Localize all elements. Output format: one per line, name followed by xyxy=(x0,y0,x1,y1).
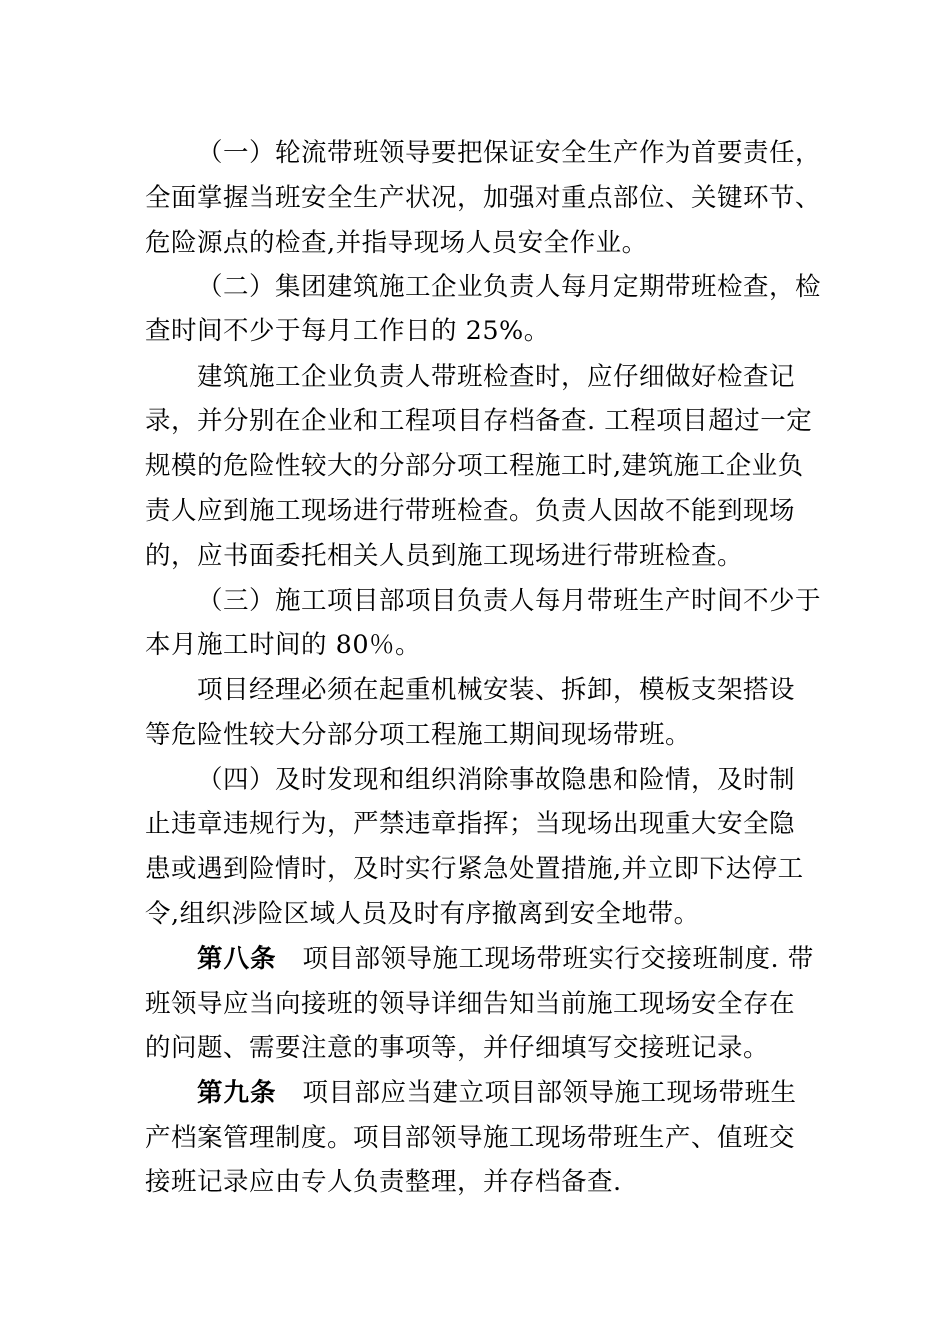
text-line: 规模的危险性较大的分部分项工程施工时,建筑施工企业负 xyxy=(145,451,804,481)
article-9-line xyxy=(197,1076,810,1110)
text-line: 等危险性较大分部分项工程施工期间现场带班。 xyxy=(145,720,692,750)
text-line: 本月施工时间的 80％。 xyxy=(145,630,422,660)
text-line: 查时间不少于每月工作日的 25%。 xyxy=(145,316,550,346)
text-line: （三）施工项目部项目负责人每月带班生产时间不少于 xyxy=(197,586,822,616)
text-line: 录，并分别在企业和工程项目存档备查. 工程项目超过一定 xyxy=(145,406,813,436)
text-line: 班领导应当向接班的领导详细告知当前施工现场安全存在 xyxy=(145,989,796,1019)
text-line: 项目部应当建立项目部领导施工现场带班生 xyxy=(302,1078,797,1108)
text-line: 止违章违规行为，严禁违章指挥；当现场出现重大安全隐 xyxy=(145,809,796,839)
text-line: 产档案管理制度。项目部领导施工现场带班生产、值班交 xyxy=(145,1123,796,1153)
text-line: （一）轮流带班领导要把保证安全生产作为首要责任， xyxy=(197,138,822,168)
text-line: 患或遇到险情时，及时实行紧急处置措施,并立即下达停工 xyxy=(145,854,804,884)
text-line: 的问题、需要注意的事项等，并仔细填写交接班记录。 xyxy=(145,1033,770,1063)
text-line: 的，应书面委托相关人员到施工现场进行带班检查。 xyxy=(145,541,744,571)
article-8-heading: 第八条 xyxy=(197,944,277,974)
article-8-line xyxy=(197,942,814,976)
article-9-heading: 第九条 xyxy=(197,1078,277,1108)
text-line: 令,组织涉险区域人员及时有序撤离到安全地带。 xyxy=(145,899,700,929)
text-line: 项目经理必须在起重机械安装、拆卸，模板支架搭设 xyxy=(197,675,796,705)
text-line: 危险源点的检查,并指导现场人员安全作业。 xyxy=(145,228,648,258)
text-line: （二）集团建筑施工企业负责人每月定期带班检查，检 xyxy=(197,272,822,302)
text-line: （四）及时发现和组织消除事故隐患和险情，及时制 xyxy=(197,765,796,795)
text-line: 项目部领导施工现场带班实行交接班制度. 带 xyxy=(302,944,814,974)
text-line: 接班记录应由专人负责整理，并存档备查. xyxy=(145,1167,622,1197)
text-line: 建筑施工企业负责人带班检查时，应仔细做好检查记 xyxy=(197,362,796,392)
text-line: 责人应到施工现场进行带班检查。负责人因故不能到现场 xyxy=(145,496,796,526)
text-line: 全面掌握当班安全生产状况，加强对重点部位、关键环节、 xyxy=(145,183,822,213)
